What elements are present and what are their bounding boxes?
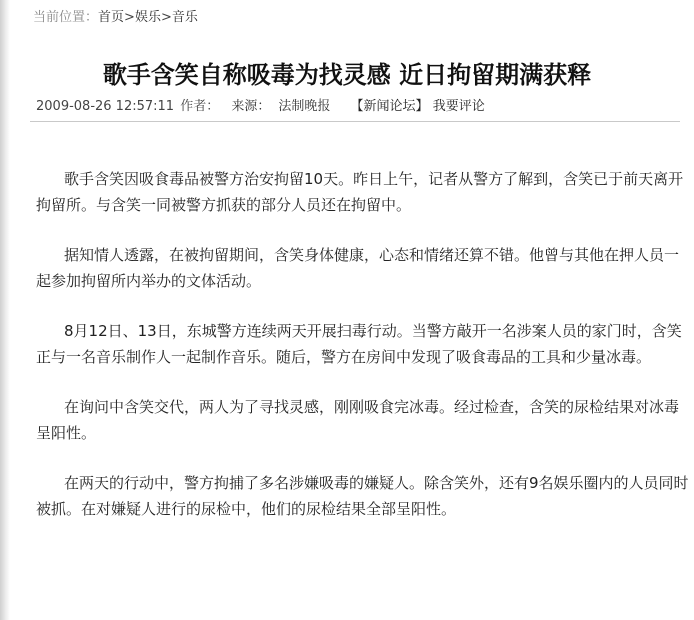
breadcrumb-separator: > xyxy=(160,10,172,25)
breadcrumb-link-entertainment[interactable]: 娱乐 xyxy=(134,10,161,25)
breadcrumb-prefix: 当前位置： xyxy=(33,10,99,25)
comment-link[interactable]: 我要评论 xyxy=(432,99,485,114)
article-source-label: 来源： xyxy=(231,99,271,114)
article-paragraph: 在询问中含笑交代，两人为了寻找灵感，刚刚吸食完冰毒。经过检查，含笑的尿检结果对冰毒呈阳性。 xyxy=(36,398,680,442)
article-source xyxy=(231,99,338,114)
breadcrumb-link-home[interactable]: 首页 xyxy=(98,10,125,25)
article-source-name: 法制晚报 xyxy=(278,99,331,114)
article-body xyxy=(36,166,690,546)
breadcrumb-link-music[interactable]: 音乐 xyxy=(171,10,198,25)
article-datetime: 2009-08-26 12:57:11 xyxy=(36,99,175,114)
article-paragraph: 歌手含笑因吸食毒品被警方治安拘留10天。昨日上午，记者从警方了解到，含笑已于前天离开拘留所。与含笑一同被警方抓获的部分人员还在拘留中。 xyxy=(36,170,684,214)
breadcrumb-separator: > xyxy=(124,10,135,25)
article-title: 歌手含笑自称吸毒为找灵感 近日拘留期满获释 xyxy=(102,61,592,90)
news-forum-link[interactable]: 【新闻论坛】 xyxy=(350,99,429,114)
breadcrumb xyxy=(33,9,198,27)
article-paragraph: 8月12日、13日，东城警方连续两天开展扫毒行动。当警方敲开一名涉案人员的家门时，含笑正与一名音乐制作人一起制作音乐。随后，警方在房间中发现了吸食毒品的工具和少量冰毒。 xyxy=(36,322,682,366)
article-paragraph: 在两天的行动中，警方拘捕了多名涉嫌吸毒的嫌疑人。除含笑外，还有9名娱乐圈内的人员同时被抓。在对嫌疑人进行的尿检中，他们的尿检结果全部呈阳性。 xyxy=(36,474,689,518)
article-meta xyxy=(36,98,485,116)
meta-divider xyxy=(30,121,680,122)
article-paragraph: 据知情人透露，在被拘留期间，含笑身体健康，心态和情绪还算不错。他曾与其他在押人员一起参加拘留所内举办的文体活动。 xyxy=(36,246,680,290)
article-author-label: 作者： xyxy=(180,99,220,114)
